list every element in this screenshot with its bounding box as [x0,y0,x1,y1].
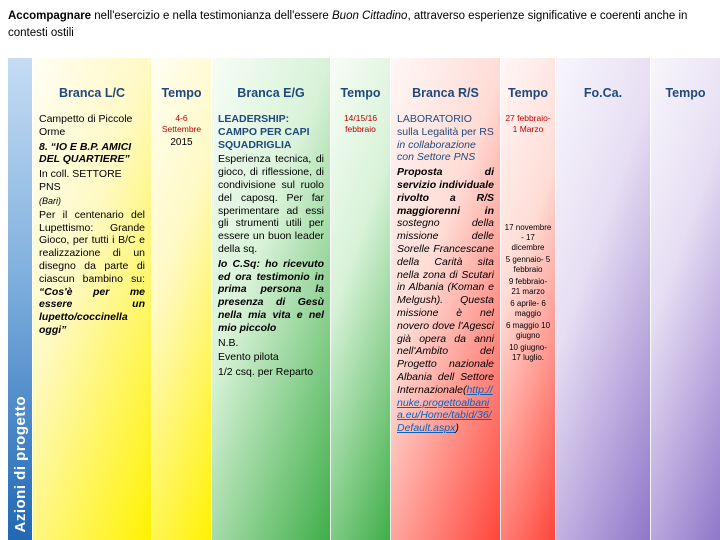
column-tempo-eg [331,58,391,540]
tempo-eg-date: 14/15/16 febbraio [343,113,378,135]
tempo-lc-year: 2015 [170,137,193,149]
tempo-rs-date-item: 6 aprile- 6 maggio [510,299,546,319]
slide-title [8,8,714,43]
body-tempo-eg [331,106,390,540]
column-branca-rs [391,58,501,540]
lc-io-bp-line: 8. “IO E B.P. AMICI DEL QUARTIERE” [39,140,132,166]
column-tempo-rs [501,58,556,540]
header-branca-eg: Branca E/G [237,86,305,100]
tempo-rs-date-item: 17 novembre - 17 dicembre [504,223,552,253]
title-bold-word: Accompagnare [8,10,92,22]
header-tempo-lc: Tempo [161,86,202,100]
albania-project-link[interactable]: http://nuke.progettoalbania.eu/Home/tabid/36/Default.aspx [397,383,493,435]
lc-centenario-text: Per il centenario del Lupettismo: Grande Gioco, per tutti i B/C e realizzazione di un disegno da parte di ciascun bambino su: [39,208,145,285]
rs-servizio-paragraph [397,166,494,435]
header-tempo-rs: Tempo [507,86,549,100]
header-branca-rs: Branca R/S [412,86,479,100]
rs-paragraph-lead: Proposta di servizio individuale rivolto a R/S maggiorenni in [397,166,494,217]
title-run2: , attraverso esperienze significative e coerenti anche in contesti ostili [8,10,688,40]
title-run1: nell'esercizio e nella testimonianza dell'essere [91,10,332,22]
body-branca-rs [391,106,500,540]
header-tempo-eg: Tempo [340,86,381,100]
lc-centenario-paragraph [39,209,145,337]
rs-paragraph-body: sostegno della missione delle Sorelle Francescane della Carità sita nella zona di Scutari in Albania (Koman e Melgush). Questa missione è nel novero dove l'Agesci già opera da anni nell'Ambito del Progetto nazionale Albania dell Settore Internazionale( [397,217,494,396]
rs-paragraph-close: ) [455,422,459,435]
rs-laboratorio-heading [397,113,494,164]
lc-campetto-line: Campetto di Piccole Orme [39,113,133,138]
body-foca [556,106,650,540]
tempo-rs-date-item: 6 maggio 10 giugno [505,321,551,341]
sidebar-band [8,58,33,540]
column-branca-eg [212,58,331,540]
header-branca-lc: Branca L/C [59,86,125,100]
column-tempo-foca [651,58,720,540]
tempo-rs-date-item: 10 giugno- 17 luglio. [509,343,547,363]
column-foca [556,58,651,540]
title-italic-phrase: Buon Cittadino [332,10,408,22]
header-foca: Fo.Ca. [583,86,623,100]
tempo-rs-date-list [504,223,552,363]
column-branca-lc [33,58,152,540]
eg-nb-label: N.B. [218,336,239,349]
table-area [8,58,720,540]
lc-bari-line: (Bari) [39,195,61,206]
body-branca-eg [212,106,330,540]
body-tempo-foca [651,106,720,540]
body-tempo-lc [152,106,211,540]
eg-evento-pilota-line: Evento pilota [218,351,279,364]
project-table [33,58,720,540]
rs-heading-sub: in collaborazione con Settore PNS [397,138,476,164]
eg-leadership-heading: LEADERSHIP: CAMPO PER CAPI SQUADRIGLIA [218,113,310,151]
eg-esperienza-paragraph: Esperienza tecnica, di gioco, di riflessione, di condivisione sul ruolo del caposq. Per far sperimentare ad essi gli strumenti utili per essere un buon leader della sq. [218,153,324,255]
column-tempo-lc [152,58,212,540]
body-branca-lc [33,106,151,540]
eg-csq-line: 1/2 csq. per Reparto [218,366,314,379]
tempo-rs-main-date: 27 febbraio- 1 Marzo [505,113,551,135]
lc-centenario-quote: “Cos'è per me essere un lupetto/coccinella oggi” [39,285,145,336]
eg-testimonianza-paragraph: Io C.Sq: ho ricevuto ed ora testimonio in prima persona la presenza di Gesù nella mia vita e nel mio piccolo [218,257,324,334]
sidebar-vertical-label: Azioni di progetto [11,395,29,532]
lc-settore-line: In coll. SETTORE PNS [39,168,122,193]
tempo-rs-date-item: 5 gennaio- 5 febbraio [505,255,551,275]
header-tempo-foca: Tempo [665,86,706,100]
tempo-lc-date: 4-6 Settembre [161,113,202,135]
tempo-rs-date-item: 9 febbraio- 21 marzo [508,277,548,297]
body-tempo-rs [501,106,555,540]
rs-heading-main: LABORATORIO sulla Legalità per RS [397,113,494,138]
